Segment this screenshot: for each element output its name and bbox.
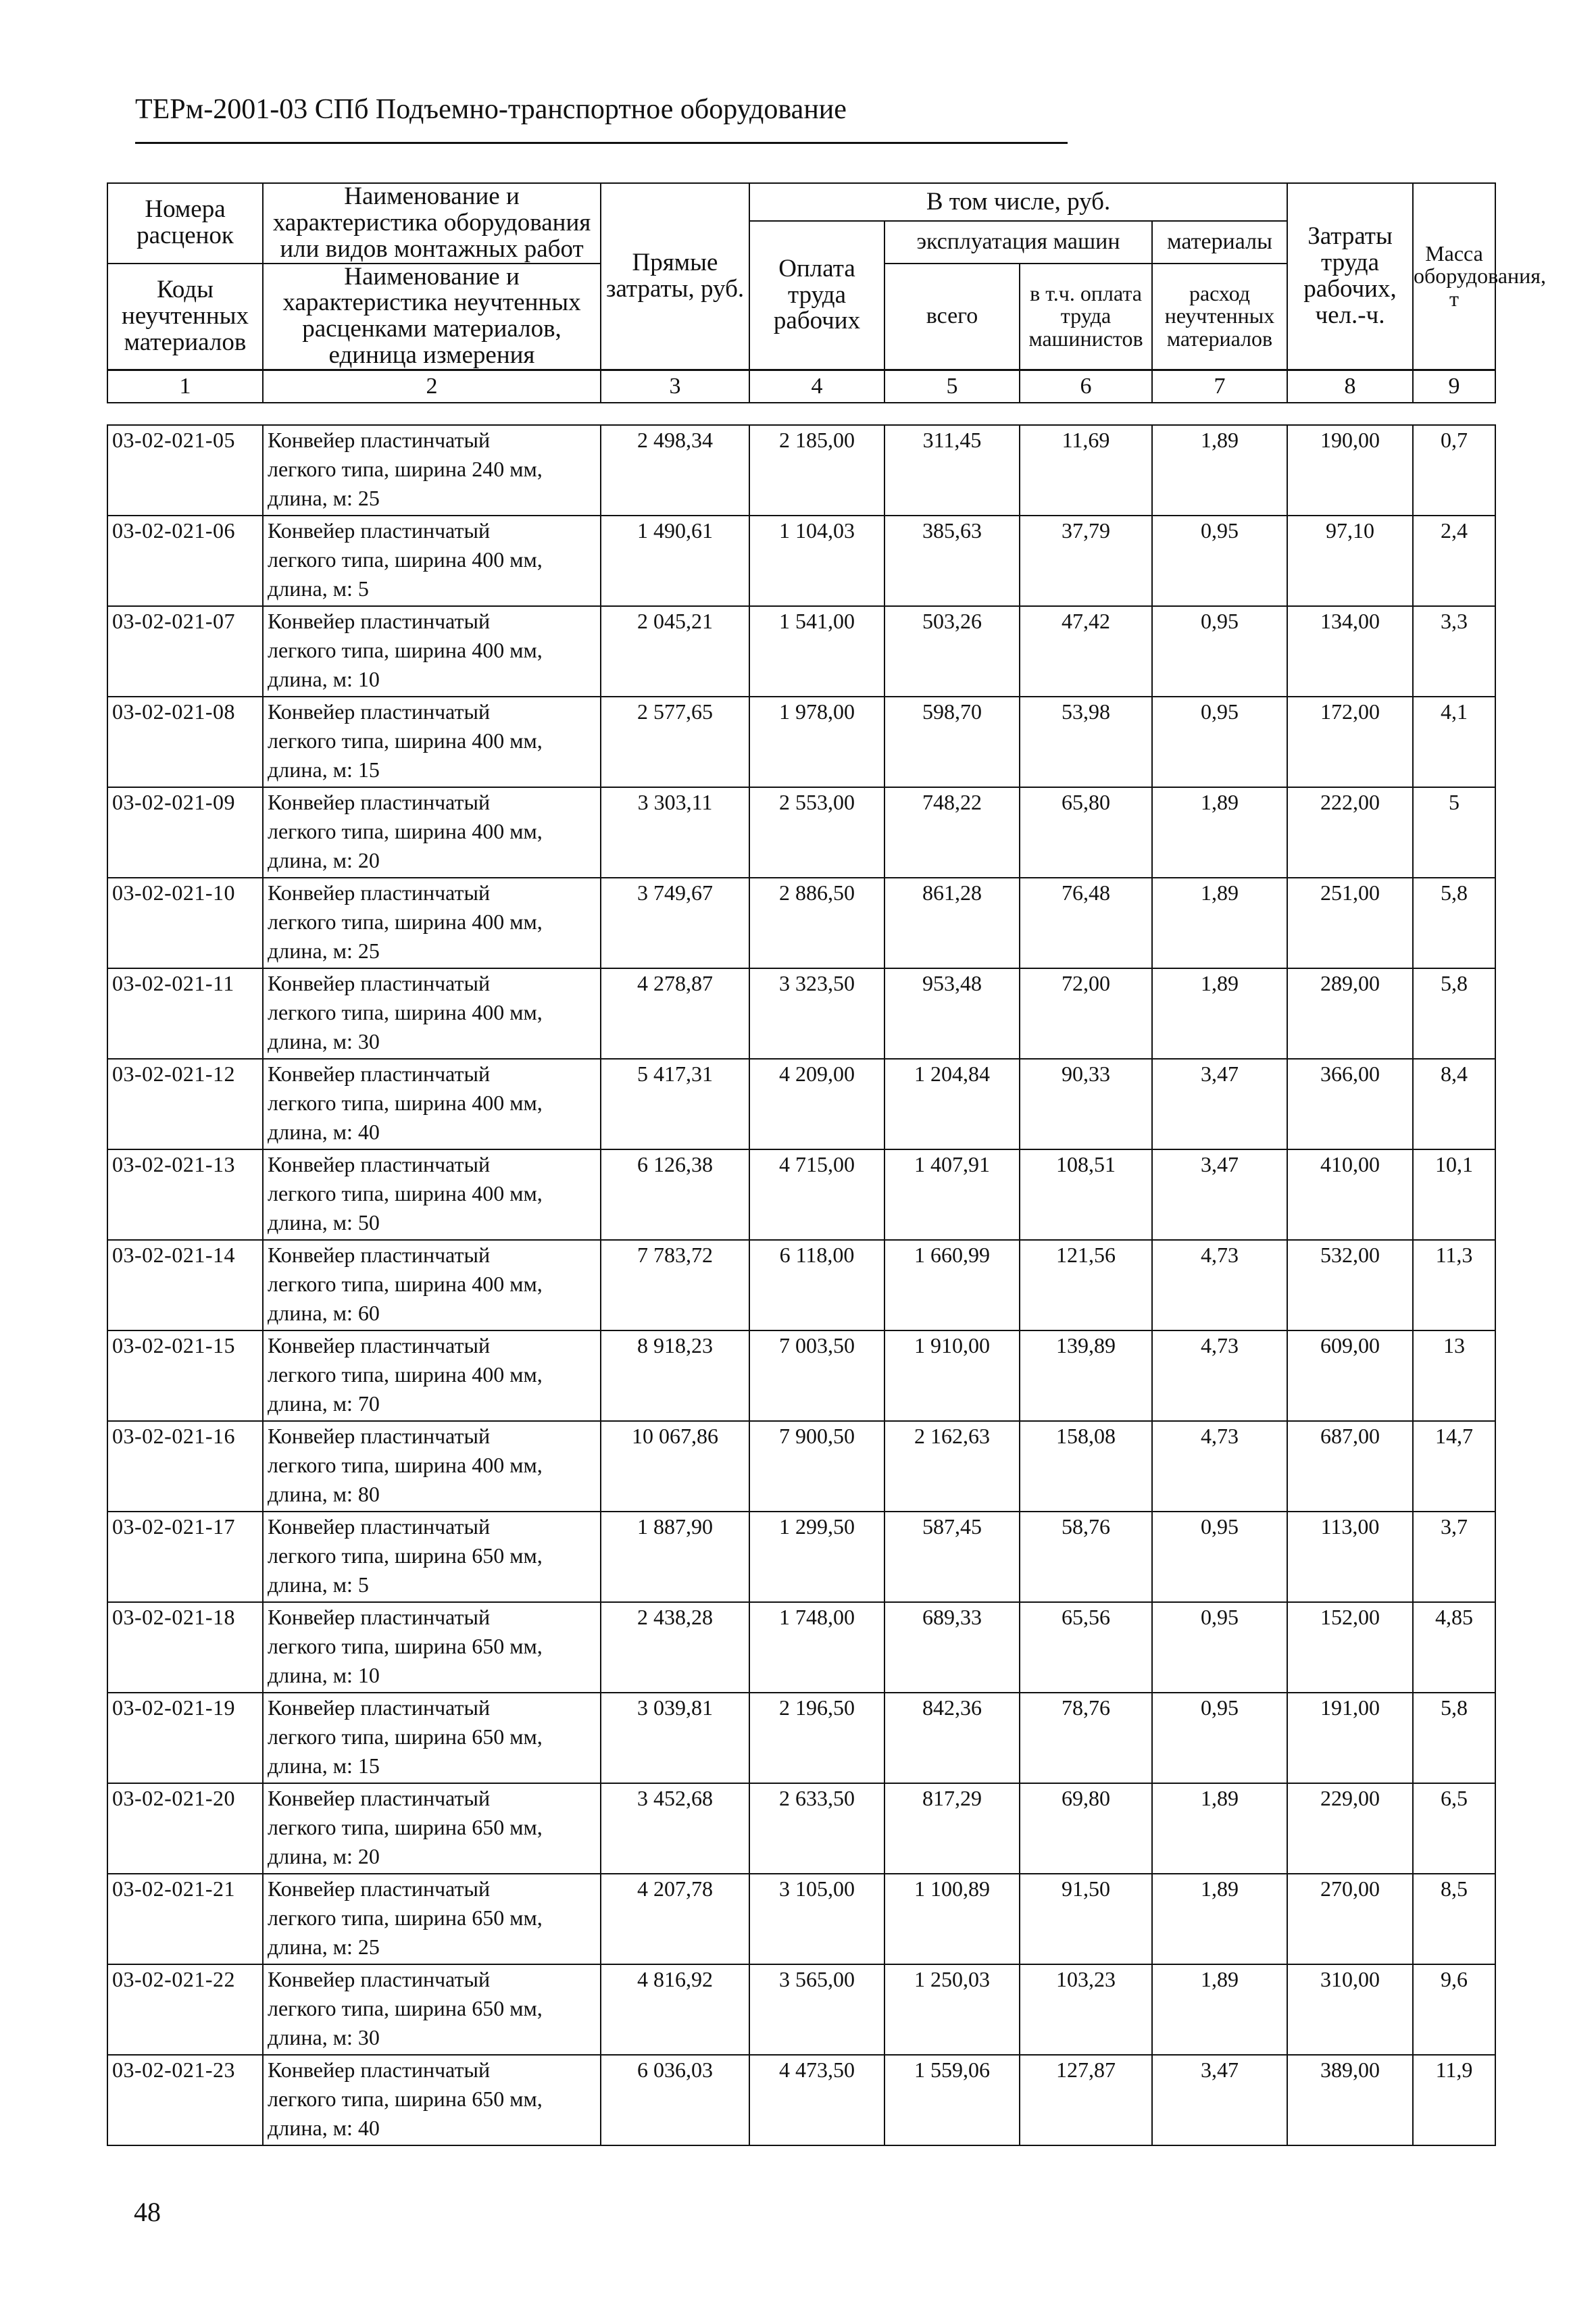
- direct-costs-value: 3 749,67: [601, 878, 749, 968]
- table-row: [107, 1874, 1495, 1964]
- direct-costs-value: 1 490,61: [601, 516, 749, 606]
- labor-hours-value: 97,10: [1287, 516, 1413, 606]
- work-description: [263, 1693, 601, 1783]
- machines-total-value: 953,48: [884, 968, 1020, 1059]
- worker-pay-value: 2 886,50: [749, 878, 884, 968]
- rate-code: 03-02-021-16: [107, 1421, 263, 1512]
- labor-hours-value: 251,00: [1287, 878, 1413, 968]
- machinist-pay-value: 37,79: [1020, 516, 1152, 606]
- worker-pay-value: 1 299,50: [749, 1512, 884, 1602]
- description-line: Конвейер пластинчатый: [268, 1876, 491, 1901]
- machinist-pay-value: 91,50: [1020, 1874, 1152, 1964]
- column-number: 2: [263, 370, 601, 403]
- header-worker-pay: Оплата труда рабочих: [749, 221, 884, 370]
- worker-pay-value: 4 473,50: [749, 2055, 884, 2145]
- labor-hours-value: 687,00: [1287, 1421, 1413, 1512]
- rate-code: 03-02-021-18: [107, 1602, 263, 1693]
- header-machines-total: всего: [884, 264, 1020, 370]
- description-line: длина, м: 50: [268, 1210, 380, 1235]
- description-line: Конвейер пластинчатый: [268, 699, 491, 724]
- machinist-pay-value: 58,76: [1020, 1512, 1152, 1602]
- column-number: 1: [107, 370, 263, 403]
- work-description: [263, 1783, 601, 1874]
- table-row: [107, 1964, 1495, 2055]
- rate-code: 03-02-021-22: [107, 1964, 263, 2055]
- description-line: Конвейер пластинчатый: [268, 1152, 491, 1176]
- work-description: [263, 697, 601, 787]
- description-line: легкого типа, ширина 400 мм,: [268, 547, 543, 572]
- table-row: [107, 516, 1495, 606]
- description-line: легкого типа, ширина 650 мм,: [268, 2087, 543, 2111]
- description-line: легкого типа, ширина 650 мм,: [268, 1906, 543, 1930]
- work-description: [263, 516, 601, 606]
- table-row: [107, 697, 1495, 787]
- machines-total-value: 598,70: [884, 697, 1020, 787]
- machines-total-value: 842,36: [884, 1693, 1020, 1783]
- description-line: Конвейер пластинчатый: [268, 1967, 491, 1991]
- labor-hours-value: 366,00: [1287, 1059, 1413, 1149]
- table-header: [107, 182, 1546, 403]
- description-line: длина, м: 5: [268, 576, 369, 601]
- machinist-pay-value: 103,23: [1020, 1964, 1152, 2055]
- description-line: легкого типа, ширина 400 мм,: [268, 910, 543, 934]
- description-line: легкого типа, ширина 650 мм,: [268, 1996, 543, 2020]
- rate-code: 03-02-021-14: [107, 1240, 263, 1330]
- description-line: легкого типа, ширина 400 мм,: [268, 1000, 543, 1024]
- rate-code: 03-02-021-20: [107, 1783, 263, 1874]
- machines-total-value: 503,26: [884, 606, 1020, 697]
- table-row: [107, 425, 1495, 516]
- rate-code: 03-02-021-08: [107, 697, 263, 787]
- rate-code: 03-02-021-12: [107, 1059, 263, 1149]
- header-materials: материалы: [1152, 221, 1287, 264]
- direct-costs-value: 10 067,86: [601, 1421, 749, 1512]
- description-line: Конвейер пластинчатый: [268, 1333, 491, 1358]
- description-line: Конвейер пластинчатый: [268, 1695, 491, 1720]
- description-line: длина, м: 25: [268, 939, 380, 963]
- materials-value: 3,47: [1152, 2055, 1287, 2145]
- worker-pay-value: 1 104,03: [749, 516, 884, 606]
- work-description: [263, 1149, 601, 1240]
- direct-costs-value: 4 207,78: [601, 1874, 749, 1964]
- description-line: Конвейер пластинчатый: [268, 609, 491, 633]
- machinist-pay-value: 78,76: [1020, 1693, 1152, 1783]
- table-row: [107, 1512, 1495, 1602]
- description-line: длина, м: 25: [268, 486, 380, 510]
- column-number: 3: [601, 370, 749, 403]
- rate-code: 03-02-021-15: [107, 1330, 263, 1421]
- equipment-mass-value: 10,1: [1413, 1149, 1495, 1240]
- materials-value: 4,73: [1152, 1240, 1287, 1330]
- labor-hours-value: 190,00: [1287, 425, 1413, 516]
- direct-costs-value: 2 438,28: [601, 1602, 749, 1693]
- machines-total-value: 1 559,06: [884, 2055, 1020, 2145]
- worker-pay-value: 3 323,50: [749, 968, 884, 1059]
- header-including-group: В том числе, руб.: [749, 183, 1287, 221]
- description-line: длина, м: 30: [268, 1029, 380, 1053]
- labor-hours-value: 389,00: [1287, 2055, 1413, 2145]
- equipment-mass-value: 9,6: [1413, 1964, 1495, 2055]
- description-line: Конвейер пластинчатый: [268, 790, 491, 814]
- column-number: 7: [1152, 370, 1287, 403]
- machines-total-value: 689,33: [884, 1602, 1020, 1693]
- direct-costs-value: 3 303,11: [601, 787, 749, 878]
- description-line: длина, м: 70: [268, 1391, 380, 1416]
- description-line: Конвейер пластинчатый: [268, 1514, 491, 1539]
- description-line: длина, м: 15: [268, 757, 380, 782]
- table-row: [107, 1693, 1495, 1783]
- direct-costs-value: 5 417,31: [601, 1059, 749, 1149]
- description-line: Конвейер пластинчатый: [268, 518, 491, 543]
- labor-hours-value: 410,00: [1287, 1149, 1413, 1240]
- table-row: [107, 1149, 1495, 1240]
- machinist-pay-value: 158,08: [1020, 1421, 1152, 1512]
- equipment-mass-value: 5,8: [1413, 1693, 1495, 1783]
- header-labor-hours: Затраты труда рабочих, чел.-ч.: [1287, 183, 1413, 370]
- table-row: [107, 1240, 1495, 1330]
- worker-pay-value: 6 118,00: [749, 1240, 884, 1330]
- materials-value: 1,89: [1152, 968, 1287, 1059]
- description-line: Конвейер пластинчатый: [268, 1605, 491, 1629]
- description-line: легкого типа, ширина 240 мм,: [268, 457, 543, 481]
- description-line: Конвейер пластинчатый: [268, 971, 491, 995]
- header-work-name: Наименование и характеристика оборудования или видов монтажных работ: [263, 183, 601, 264]
- header-unaccounted-codes: Коды неучтенных материалов: [107, 264, 263, 370]
- table-row: [107, 1602, 1495, 1693]
- machinist-pay-value: 139,89: [1020, 1330, 1152, 1421]
- labor-hours-value: 229,00: [1287, 1783, 1413, 1874]
- description-line: легкого типа, ширина 650 мм,: [268, 1543, 543, 1568]
- direct-costs-value: 8 918,23: [601, 1330, 749, 1421]
- machines-total-value: 861,28: [884, 878, 1020, 968]
- equipment-mass-value: 8,5: [1413, 1874, 1495, 1964]
- equipment-mass-value: 4,85: [1413, 1602, 1495, 1693]
- table-row: [107, 606, 1495, 697]
- header-unaccounted-materials-name: Наименование и характеристика неучтенных расценками материалов, единица измерения: [263, 264, 601, 370]
- equipment-mass-value: 14,7: [1413, 1421, 1495, 1512]
- worker-pay-value: 4 715,00: [749, 1149, 884, 1240]
- materials-value: 0,95: [1152, 516, 1287, 606]
- work-description: [263, 425, 601, 516]
- machinist-pay-value: 69,80: [1020, 1783, 1152, 1874]
- machines-total-value: 1 204,84: [884, 1059, 1020, 1149]
- materials-value: 0,95: [1152, 606, 1287, 697]
- work-description: [263, 878, 601, 968]
- description-line: Конвейер пластинчатый: [268, 1786, 491, 1810]
- materials-value: 0,95: [1152, 1602, 1287, 1693]
- machines-total-value: 1 660,99: [884, 1240, 1020, 1330]
- rates-table: [107, 424, 1496, 2146]
- description-line: длина, м: 25: [268, 1935, 380, 1959]
- machinist-pay-value: 11,69: [1020, 425, 1152, 516]
- machinist-pay-value: 72,00: [1020, 968, 1152, 1059]
- equipment-mass-value: 0,7: [1413, 425, 1495, 516]
- description-line: легкого типа, ширина 650 мм,: [268, 1815, 543, 1839]
- labor-hours-value: 270,00: [1287, 1874, 1413, 1964]
- materials-value: 3,47: [1152, 1149, 1287, 1240]
- machinist-pay-value: 47,42: [1020, 606, 1152, 697]
- equipment-mass-value: 6,5: [1413, 1783, 1495, 1874]
- direct-costs-value: 4 816,92: [601, 1964, 749, 2055]
- work-description: [263, 1240, 601, 1330]
- worker-pay-value: 1 978,00: [749, 697, 884, 787]
- rate-code: 03-02-021-05: [107, 425, 263, 516]
- equipment-mass-value: 11,3: [1413, 1240, 1495, 1330]
- table-row: [107, 1421, 1495, 1512]
- description-line: Конвейер пластинчатый: [268, 2058, 491, 2082]
- equipment-mass-value: 8,4: [1413, 1059, 1495, 1149]
- materials-value: 4,73: [1152, 1330, 1287, 1421]
- description-line: длина, м: 10: [268, 1663, 380, 1687]
- direct-costs-value: 6 036,03: [601, 2055, 749, 2145]
- labor-hours-value: 289,00: [1287, 968, 1413, 1059]
- work-description: [263, 2055, 601, 2145]
- direct-costs-value: 3 039,81: [601, 1693, 749, 1783]
- description-line: длина, м: 15: [268, 1753, 380, 1778]
- labor-hours-value: 609,00: [1287, 1330, 1413, 1421]
- description-line: Конвейер пластинчатый: [268, 880, 491, 905]
- machines-total-value: 1 407,91: [884, 1149, 1020, 1240]
- work-description: [263, 606, 601, 697]
- column-number: 6: [1020, 370, 1152, 403]
- materials-value: 1,89: [1152, 1874, 1287, 1964]
- header-rate-numbers: Номера расценок: [107, 183, 263, 264]
- labor-hours-value: 310,00: [1287, 1964, 1413, 2055]
- rate-code: 03-02-021-19: [107, 1693, 263, 1783]
- equipment-mass-value: 5,8: [1413, 968, 1495, 1059]
- equipment-mass-value: 3,7: [1413, 1512, 1495, 1602]
- direct-costs-value: 1 887,90: [601, 1512, 749, 1602]
- column-number-row: [107, 370, 1495, 403]
- labor-hours-value: 113,00: [1287, 1512, 1413, 1602]
- materials-value: 3,47: [1152, 1059, 1287, 1149]
- equipment-mass-value: 2,4: [1413, 516, 1495, 606]
- rate-code: 03-02-021-13: [107, 1149, 263, 1240]
- materials-value: 0,95: [1152, 1512, 1287, 1602]
- machines-total-value: 1 100,89: [884, 1874, 1020, 1964]
- column-number: 5: [884, 370, 1020, 403]
- worker-pay-value: 3 565,00: [749, 1964, 884, 2055]
- labor-hours-value: 134,00: [1287, 606, 1413, 697]
- materials-value: 1,89: [1152, 1783, 1287, 1874]
- rate-code: 03-02-021-06: [107, 516, 263, 606]
- materials-value: 1,89: [1152, 1964, 1287, 2055]
- worker-pay-value: 2 553,00: [749, 787, 884, 878]
- column-number: 9: [1413, 370, 1495, 403]
- machines-total-value: 817,29: [884, 1783, 1020, 1874]
- machines-total-value: 1 250,03: [884, 1964, 1020, 2055]
- description-line: длина, м: 5: [268, 1572, 369, 1597]
- machinist-pay-value: 65,56: [1020, 1602, 1152, 1693]
- direct-costs-value: 2 045,21: [601, 606, 749, 697]
- machines-total-value: 748,22: [884, 787, 1020, 878]
- description-line: длина, м: 20: [268, 848, 380, 872]
- machines-total-value: 311,45: [884, 425, 1020, 516]
- table-row: [107, 2055, 1495, 2145]
- description-line: длина, м: 20: [268, 1844, 380, 1868]
- description-line: длина, м: 30: [268, 2025, 380, 2049]
- work-description: [263, 1512, 601, 1602]
- worker-pay-value: 2 185,00: [749, 425, 884, 516]
- description-line: легкого типа, ширина 400 мм,: [268, 728, 543, 753]
- labor-hours-value: 532,00: [1287, 1240, 1413, 1330]
- work-description: [263, 1059, 601, 1149]
- machinist-pay-value: 90,33: [1020, 1059, 1152, 1149]
- materials-value: 0,95: [1152, 697, 1287, 787]
- equipment-mass-value: 3,3: [1413, 606, 1495, 697]
- table-row: [107, 1059, 1495, 1149]
- machines-total-value: 2 162,63: [884, 1421, 1020, 1512]
- materials-value: 1,89: [1152, 787, 1287, 878]
- description-line: легкого типа, ширина 400 мм,: [268, 1181, 543, 1205]
- equipment-mass-value: 4,1: [1413, 697, 1495, 787]
- direct-costs-value: 7 783,72: [601, 1240, 749, 1330]
- page-number: 48: [134, 2197, 161, 2227]
- machinist-pay-value: 108,51: [1020, 1149, 1152, 1240]
- description-line: легкого типа, ширина 400 мм,: [268, 1091, 543, 1115]
- header-machine-operation: эксплуатация машин: [884, 221, 1152, 264]
- direct-costs-value: 2 577,65: [601, 697, 749, 787]
- direct-costs-value: 3 452,68: [601, 1783, 749, 1874]
- equipment-mass-value: 5: [1413, 787, 1495, 878]
- worker-pay-value: 1 541,00: [749, 606, 884, 697]
- rate-code: 03-02-021-17: [107, 1512, 263, 1602]
- description-line: Конвейер пластинчатый: [268, 1424, 491, 1448]
- description-line: легкого типа, ширина 400 мм,: [268, 1453, 543, 1477]
- machinist-pay-value: 65,80: [1020, 787, 1152, 878]
- rate-code: 03-02-021-21: [107, 1874, 263, 1964]
- page-title: ТЕРм-2001-03 СПб Подъемно-транспортное оборудование: [135, 94, 847, 125]
- rate-code: 03-02-021-11: [107, 968, 263, 1059]
- column-number: 8: [1287, 370, 1413, 403]
- column-number: 4: [749, 370, 884, 403]
- direct-costs-value: 2 498,34: [601, 425, 749, 516]
- labor-hours-value: 152,00: [1287, 1602, 1413, 1693]
- description-line: длина, м: 10: [268, 667, 380, 691]
- description-line: длина, м: 40: [268, 2116, 380, 2140]
- description-line: легкого типа, ширина 650 мм,: [268, 1634, 543, 1658]
- equipment-mass-value: 5,8: [1413, 878, 1495, 968]
- materials-value: 1,89: [1152, 878, 1287, 968]
- work-description: [263, 1874, 601, 1964]
- worker-pay-value: 2 196,50: [749, 1693, 884, 1783]
- materials-value: 0,95: [1152, 1693, 1287, 1783]
- machinist-pay-value: 121,56: [1020, 1240, 1152, 1330]
- machines-total-value: 385,63: [884, 516, 1020, 606]
- title-rule: [135, 142, 1068, 144]
- direct-costs-value: 6 126,38: [601, 1149, 749, 1240]
- description-line: легкого типа, ширина 400 мм,: [268, 819, 543, 843]
- work-description: [263, 1421, 601, 1512]
- table-row: [107, 1330, 1495, 1421]
- worker-pay-value: 7 900,50: [749, 1421, 884, 1512]
- description-line: легкого типа, ширина 400 мм,: [268, 638, 543, 662]
- labor-hours-value: 172,00: [1287, 697, 1413, 787]
- table-row: [107, 878, 1495, 968]
- work-description: [263, 968, 601, 1059]
- equipment-mass-value: 13: [1413, 1330, 1495, 1421]
- work-description: [263, 787, 601, 878]
- rate-code: 03-02-021-07: [107, 606, 263, 697]
- labor-hours-value: 191,00: [1287, 1693, 1413, 1783]
- description-line: Конвейер пластинчатый: [268, 1062, 491, 1086]
- worker-pay-value: 3 105,00: [749, 1874, 884, 1964]
- rate-code: 03-02-021-10: [107, 878, 263, 968]
- header-direct-costs: Прямые затраты, руб.: [601, 183, 749, 370]
- worker-pay-value: 4 209,00: [749, 1059, 884, 1149]
- description-line: длина, м: 80: [268, 1482, 380, 1506]
- machines-total-value: 1 910,00: [884, 1330, 1020, 1421]
- description-line: Конвейер пластинчатый: [268, 1243, 491, 1267]
- work-description: [263, 1964, 601, 2055]
- description-line: длина, м: 60: [268, 1301, 380, 1325]
- description-line: легкого типа, ширина 400 мм,: [268, 1272, 543, 1296]
- table-row: [107, 787, 1495, 878]
- equipment-mass-value: 11,9: [1413, 2055, 1495, 2145]
- worker-pay-value: 1 748,00: [749, 1602, 884, 1693]
- description-line: легкого типа, ширина 650 мм,: [268, 1724, 543, 1749]
- rate-code: 03-02-021-23: [107, 2055, 263, 2145]
- direct-costs-value: 4 278,87: [601, 968, 749, 1059]
- table-row: [107, 968, 1495, 1059]
- description-line: Конвейер пластинчатый: [268, 428, 491, 452]
- machinist-pay-value: 76,48: [1020, 878, 1152, 968]
- description-line: длина, м: 40: [268, 1120, 380, 1144]
- machinist-pay-value: 53,98: [1020, 697, 1152, 787]
- work-description: [263, 1330, 601, 1421]
- header-equipment-mass: Масса оборудования, т: [1413, 183, 1495, 370]
- table-row: [107, 1783, 1495, 1874]
- machines-total-value: 587,45: [884, 1512, 1020, 1602]
- worker-pay-value: 2 633,50: [749, 1783, 884, 1874]
- labor-hours-value: 222,00: [1287, 787, 1413, 878]
- rate-code: 03-02-021-09: [107, 787, 263, 878]
- work-description: [263, 1602, 601, 1693]
- description-line: легкого типа, ширина 400 мм,: [268, 1362, 543, 1387]
- materials-value: 4,73: [1152, 1421, 1287, 1512]
- header-machinist-pay: в т.ч. оплата труда машинистов: [1020, 264, 1152, 370]
- machinist-pay-value: 127,87: [1020, 2055, 1152, 2145]
- worker-pay-value: 7 003,50: [749, 1330, 884, 1421]
- header-material-consumption: расход неучтенных материалов: [1152, 264, 1287, 370]
- materials-value: 1,89: [1152, 425, 1287, 516]
